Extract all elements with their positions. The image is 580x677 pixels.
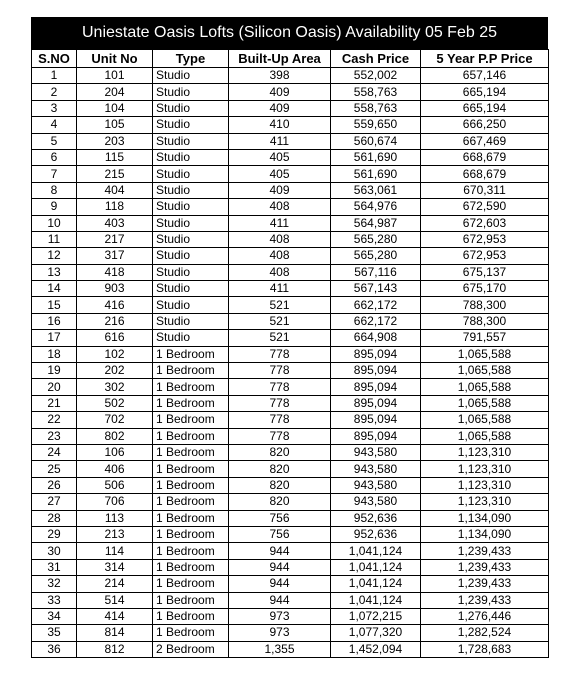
cell-pp-price: 675,137 (421, 264, 549, 280)
cell-cash-price: 1,041,124 (331, 559, 421, 575)
cell-type: 1 Bedroom (153, 477, 229, 493)
cell-cash-price: 895,094 (331, 379, 421, 395)
cell-built-up-area: 820 (229, 461, 331, 477)
cell-type: Studio (153, 166, 229, 182)
cell-sno: 23 (32, 428, 77, 444)
cell-cash-price: 567,116 (331, 264, 421, 280)
cell-type: Studio (153, 281, 229, 297)
cell-built-up-area: 521 (229, 313, 331, 329)
cell-unit-no: 217 (77, 231, 153, 247)
cell-sno: 5 (32, 133, 77, 149)
cell-unit-no: 113 (77, 510, 153, 526)
header-type: Type (153, 50, 229, 68)
cell-unit-no: 314 (77, 559, 153, 575)
cell-type: 1 Bedroom (153, 494, 229, 510)
cell-type: 1 Bedroom (153, 510, 229, 526)
cell-sno: 2 (32, 84, 77, 100)
cell-pp-price: 1,065,588 (421, 412, 549, 428)
cell-cash-price: 1,041,124 (331, 543, 421, 559)
cell-cash-price: 1,041,124 (331, 592, 421, 608)
cell-cash-price: 552,002 (331, 68, 421, 84)
cell-sno: 21 (32, 395, 77, 411)
cell-sno: 11 (32, 231, 77, 247)
cell-unit-no: 702 (77, 412, 153, 428)
cell-cash-price: 943,580 (331, 461, 421, 477)
table-row (32, 264, 549, 280)
cell-cash-price: 895,094 (331, 395, 421, 411)
cell-built-up-area: 409 (229, 100, 331, 116)
cell-unit-no: 216 (77, 313, 153, 329)
cell-built-up-area: 944 (229, 576, 331, 592)
cell-built-up-area: 778 (229, 412, 331, 428)
cell-type: Studio (153, 231, 229, 247)
table-row (32, 149, 549, 165)
cell-unit-no: 416 (77, 297, 153, 313)
cell-pp-price: 788,300 (421, 297, 549, 313)
cell-built-up-area: 778 (229, 346, 331, 362)
table-row (32, 477, 549, 493)
cell-unit-no: 104 (77, 100, 153, 116)
cell-sno: 6 (32, 149, 77, 165)
cell-pp-price: 1,276,446 (421, 608, 549, 624)
cell-pp-price: 665,194 (421, 84, 549, 100)
cell-pp-price: 1,239,433 (421, 543, 549, 559)
cell-cash-price: 558,763 (331, 84, 421, 100)
cell-type: Studio (153, 313, 229, 329)
cell-cash-price: 1,041,124 (331, 576, 421, 592)
cell-built-up-area: 778 (229, 428, 331, 444)
cell-cash-price: 1,072,215 (331, 608, 421, 624)
header-cash-price: Cash Price (331, 50, 421, 68)
cell-sno: 19 (32, 363, 77, 379)
cell-sno: 17 (32, 330, 77, 346)
cell-type: 1 Bedroom (153, 428, 229, 444)
cell-type: 1 Bedroom (153, 526, 229, 542)
cell-cash-price: 565,280 (331, 231, 421, 247)
cell-built-up-area: 820 (229, 444, 331, 460)
cell-pp-price: 1,239,433 (421, 559, 549, 575)
availability-table (31, 49, 549, 658)
cell-type: Studio (153, 133, 229, 149)
sheet-title: Uniestate Oasis Lofts (Silicon Oasis) Availability 05 Feb 25 (31, 17, 548, 49)
cell-built-up-area: 944 (229, 543, 331, 559)
table-body (32, 68, 549, 658)
cell-pp-price: 1,065,588 (421, 346, 549, 362)
cell-sno: 1 (32, 68, 77, 84)
header-row (32, 50, 549, 68)
cell-cash-price: 952,636 (331, 510, 421, 526)
cell-pp-price: 1,123,310 (421, 444, 549, 460)
cell-unit-no: 101 (77, 68, 153, 84)
cell-type: Studio (153, 297, 229, 313)
cell-type: Studio (153, 199, 229, 215)
cell-sno: 20 (32, 379, 77, 395)
cell-pp-price: 675,170 (421, 281, 549, 297)
cell-cash-price: 662,172 (331, 313, 421, 329)
table-row (32, 444, 549, 460)
cell-built-up-area: 820 (229, 477, 331, 493)
table-row (32, 428, 549, 444)
cell-sno: 33 (32, 592, 77, 608)
cell-type: Studio (153, 100, 229, 116)
cell-type: 1 Bedroom (153, 412, 229, 428)
cell-pp-price: 1,728,683 (421, 641, 549, 657)
table-row (32, 133, 549, 149)
cell-unit-no: 814 (77, 625, 153, 641)
cell-pp-price: 791,557 (421, 330, 549, 346)
cell-unit-no: 406 (77, 461, 153, 477)
table-row (32, 576, 549, 592)
cell-type: 1 Bedroom (153, 461, 229, 477)
cell-built-up-area: 398 (229, 68, 331, 84)
cell-built-up-area: 408 (229, 231, 331, 247)
cell-type: Studio (153, 182, 229, 198)
cell-unit-no: 115 (77, 149, 153, 165)
cell-sno: 27 (32, 494, 77, 510)
cell-built-up-area: 756 (229, 526, 331, 542)
cell-unit-no: 903 (77, 281, 153, 297)
cell-unit-no: 213 (77, 526, 153, 542)
cell-sno: 9 (32, 199, 77, 215)
cell-sno: 32 (32, 576, 77, 592)
cell-unit-no: 204 (77, 84, 153, 100)
cell-cash-price: 895,094 (331, 363, 421, 379)
cell-unit-no: 802 (77, 428, 153, 444)
cell-sno: 16 (32, 313, 77, 329)
cell-type: 1 Bedroom (153, 543, 229, 559)
cell-built-up-area: 411 (229, 133, 331, 149)
cell-type: 1 Bedroom (153, 346, 229, 362)
cell-cash-price: 662,172 (331, 297, 421, 313)
cell-pp-price: 1,282,524 (421, 625, 549, 641)
availability-sheet (31, 17, 548, 658)
cell-sno: 14 (32, 281, 77, 297)
cell-sno: 15 (32, 297, 77, 313)
cell-pp-price: 1,123,310 (421, 494, 549, 510)
cell-built-up-area: 778 (229, 363, 331, 379)
cell-unit-no: 502 (77, 395, 153, 411)
cell-cash-price: 943,580 (331, 444, 421, 460)
table-row (32, 248, 549, 264)
cell-type: 1 Bedroom (153, 608, 229, 624)
cell-unit-no: 418 (77, 264, 153, 280)
cell-sno: 29 (32, 526, 77, 542)
cell-unit-no: 706 (77, 494, 153, 510)
table-row (32, 510, 549, 526)
cell-pp-price: 672,590 (421, 199, 549, 215)
header-unit-no: Unit No (77, 50, 153, 68)
cell-cash-price: 561,690 (331, 149, 421, 165)
cell-cash-price: 564,976 (331, 199, 421, 215)
table-row (32, 346, 549, 362)
table-row (32, 68, 549, 84)
cell-pp-price: 668,679 (421, 149, 549, 165)
cell-pp-price: 1,065,588 (421, 363, 549, 379)
cell-built-up-area: 409 (229, 84, 331, 100)
cell-type: 1 Bedroom (153, 363, 229, 379)
cell-cash-price: 664,908 (331, 330, 421, 346)
table-row (32, 84, 549, 100)
table-row (32, 166, 549, 182)
cell-built-up-area: 411 (229, 215, 331, 231)
cell-cash-price: 895,094 (331, 428, 421, 444)
cell-type: 1 Bedroom (153, 559, 229, 575)
cell-built-up-area: 521 (229, 297, 331, 313)
cell-cash-price: 565,280 (331, 248, 421, 264)
cell-pp-price: 1,065,588 (421, 395, 549, 411)
cell-built-up-area: 521 (229, 330, 331, 346)
cell-built-up-area: 944 (229, 592, 331, 608)
table-row (32, 231, 549, 247)
cell-built-up-area: 409 (229, 182, 331, 198)
table-row (32, 641, 549, 657)
cell-sno: 4 (32, 117, 77, 133)
cell-built-up-area: 1,355 (229, 641, 331, 657)
cell-pp-price: 1,134,090 (421, 526, 549, 542)
cell-built-up-area: 973 (229, 625, 331, 641)
cell-unit-no: 106 (77, 444, 153, 460)
cell-unit-no: 102 (77, 346, 153, 362)
cell-unit-no: 203 (77, 133, 153, 149)
cell-pp-price: 667,469 (421, 133, 549, 149)
cell-sno: 18 (32, 346, 77, 362)
table-row (32, 625, 549, 641)
cell-unit-no: 202 (77, 363, 153, 379)
table-row (32, 330, 549, 346)
cell-unit-no: 616 (77, 330, 153, 346)
cell-type: 1 Bedroom (153, 625, 229, 641)
cell-built-up-area: 778 (229, 379, 331, 395)
cell-pp-price: 665,194 (421, 100, 549, 116)
table-row (32, 608, 549, 624)
cell-sno: 31 (32, 559, 77, 575)
cell-type: Studio (153, 149, 229, 165)
cell-cash-price: 952,636 (331, 526, 421, 542)
cell-unit-no: 404 (77, 182, 153, 198)
cell-unit-no: 118 (77, 199, 153, 215)
cell-unit-no: 403 (77, 215, 153, 231)
table-row (32, 297, 549, 313)
cell-type: 1 Bedroom (153, 395, 229, 411)
cell-built-up-area: 405 (229, 166, 331, 182)
table-row (32, 412, 549, 428)
cell-pp-price: 1,065,588 (421, 428, 549, 444)
cell-type: Studio (153, 248, 229, 264)
cell-pp-price: 672,603 (421, 215, 549, 231)
table-row (32, 281, 549, 297)
table-row (32, 494, 549, 510)
table-row (32, 543, 549, 559)
cell-cash-price: 563,061 (331, 182, 421, 198)
cell-type: Studio (153, 264, 229, 280)
cell-sno: 26 (32, 477, 77, 493)
cell-type: Studio (153, 330, 229, 346)
cell-unit-no: 215 (77, 166, 153, 182)
cell-cash-price: 567,143 (331, 281, 421, 297)
cell-type: Studio (153, 68, 229, 84)
cell-built-up-area: 410 (229, 117, 331, 133)
cell-cash-price: 943,580 (331, 477, 421, 493)
cell-built-up-area: 778 (229, 395, 331, 411)
cell-pp-price: 788,300 (421, 313, 549, 329)
cell-built-up-area: 820 (229, 494, 331, 510)
cell-built-up-area: 408 (229, 264, 331, 280)
cell-sno: 7 (32, 166, 77, 182)
cell-pp-price: 1,239,433 (421, 592, 549, 608)
cell-sno: 36 (32, 641, 77, 657)
table-row (32, 313, 549, 329)
cell-type: 1 Bedroom (153, 576, 229, 592)
cell-unit-no: 812 (77, 641, 153, 657)
cell-sno: 13 (32, 264, 77, 280)
table-row (32, 117, 549, 133)
cell-pp-price: 1,065,588 (421, 379, 549, 395)
cell-pp-price: 1,123,310 (421, 461, 549, 477)
cell-sno: 30 (32, 543, 77, 559)
cell-sno: 35 (32, 625, 77, 641)
cell-cash-price: 561,690 (331, 166, 421, 182)
header-built-up-area: Built-Up Area (229, 50, 331, 68)
cell-sno: 8 (32, 182, 77, 198)
cell-type: 1 Bedroom (153, 592, 229, 608)
cell-sno: 24 (32, 444, 77, 460)
header-pp-price: 5 Year P.P Price (421, 50, 549, 68)
cell-cash-price: 559,650 (331, 117, 421, 133)
table-row (32, 215, 549, 231)
cell-cash-price: 564,987 (331, 215, 421, 231)
cell-cash-price: 895,094 (331, 346, 421, 362)
table-row (32, 559, 549, 575)
cell-unit-no: 514 (77, 592, 153, 608)
cell-pp-price: 1,123,310 (421, 477, 549, 493)
cell-sno: 25 (32, 461, 77, 477)
cell-built-up-area: 405 (229, 149, 331, 165)
cell-pp-price: 668,679 (421, 166, 549, 182)
cell-sno: 12 (32, 248, 77, 264)
table-row (32, 526, 549, 542)
cell-unit-no: 506 (77, 477, 153, 493)
table-row (32, 461, 549, 477)
cell-cash-price: 1,452,094 (331, 641, 421, 657)
header-sno: S.NO (32, 50, 77, 68)
cell-built-up-area: 411 (229, 281, 331, 297)
cell-pp-price: 1,239,433 (421, 576, 549, 592)
cell-unit-no: 317 (77, 248, 153, 264)
table-row (32, 100, 549, 116)
cell-unit-no: 302 (77, 379, 153, 395)
cell-built-up-area: 408 (229, 199, 331, 215)
cell-pp-price: 670,311 (421, 182, 549, 198)
cell-unit-no: 114 (77, 543, 153, 559)
cell-pp-price: 657,146 (421, 68, 549, 84)
cell-sno: 28 (32, 510, 77, 526)
table-row (32, 395, 549, 411)
cell-unit-no: 214 (77, 576, 153, 592)
cell-pp-price: 672,953 (421, 248, 549, 264)
cell-pp-price: 666,250 (421, 117, 549, 133)
cell-built-up-area: 756 (229, 510, 331, 526)
cell-cash-price: 558,763 (331, 100, 421, 116)
cell-built-up-area: 408 (229, 248, 331, 264)
cell-sno: 3 (32, 100, 77, 116)
cell-type: Studio (153, 84, 229, 100)
cell-sno: 10 (32, 215, 77, 231)
table-row (32, 379, 549, 395)
cell-type: 1 Bedroom (153, 444, 229, 460)
cell-cash-price: 943,580 (331, 494, 421, 510)
cell-pp-price: 672,953 (421, 231, 549, 247)
cell-cash-price: 895,094 (331, 412, 421, 428)
cell-type: 2 Bedroom (153, 641, 229, 657)
cell-built-up-area: 973 (229, 608, 331, 624)
cell-cash-price: 560,674 (331, 133, 421, 149)
table-row (32, 182, 549, 198)
cell-built-up-area: 944 (229, 559, 331, 575)
cell-sno: 34 (32, 608, 77, 624)
cell-type: Studio (153, 215, 229, 231)
table-row (32, 363, 549, 379)
cell-pp-price: 1,134,090 (421, 510, 549, 526)
cell-sno: 22 (32, 412, 77, 428)
cell-cash-price: 1,077,320 (331, 625, 421, 641)
cell-unit-no: 414 (77, 608, 153, 624)
table-row (32, 592, 549, 608)
table-row (32, 199, 549, 215)
cell-unit-no: 105 (77, 117, 153, 133)
cell-type: Studio (153, 117, 229, 133)
cell-type: 1 Bedroom (153, 379, 229, 395)
